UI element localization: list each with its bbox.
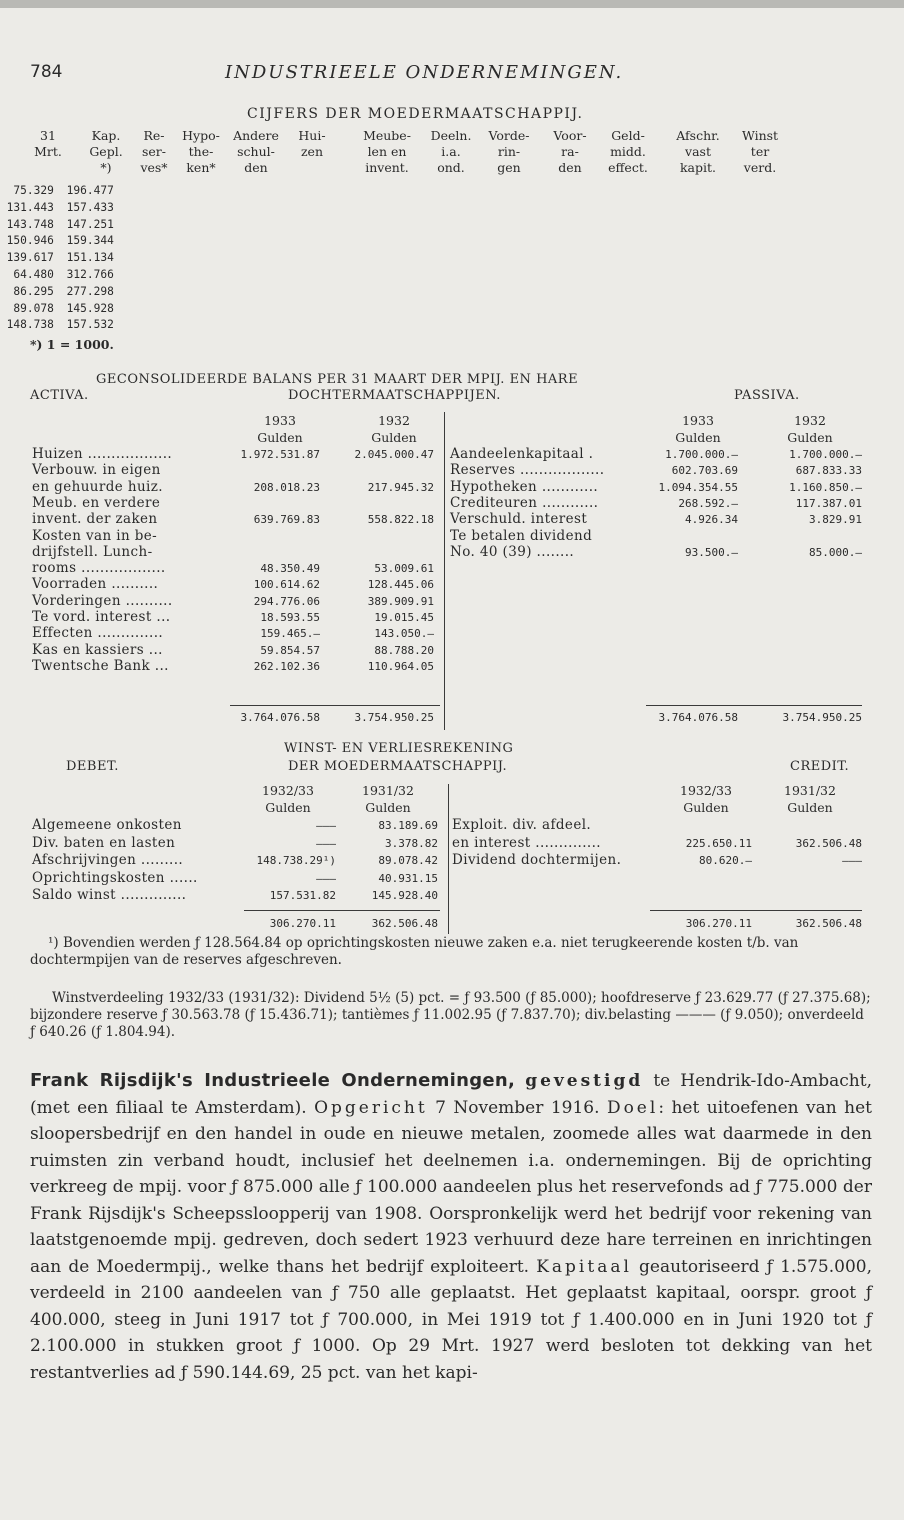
activa-label: drijfstell. Lunch- — [32, 543, 153, 560]
activa-label: rooms .................. — [32, 560, 166, 577]
passiva-total-1932: 3.754.950.25 — [782, 711, 862, 724]
passiva-value: 687.833.33 — [795, 464, 862, 478]
passiva-unit-1: Gulden — [675, 430, 721, 445]
debet-value: ——— — [316, 871, 336, 885]
passiva-value: 4.926.34 — [685, 513, 738, 527]
credit-label: CREDIT. — [790, 759, 850, 774]
cijfers-col-header: Meube- len en invent. — [363, 128, 411, 175]
debet-label: DEBET. — [66, 759, 119, 774]
activa-value: 48.350.49 — [260, 562, 320, 576]
winst-title: WINST- EN VERLIESREKENING — [284, 741, 514, 756]
table-row — [6, 251, 114, 268]
activa-label: en gehuurde huiz. — [32, 478, 163, 495]
table-cell: 86.295 — [13, 284, 54, 298]
activa-value: 59.854.57 — [260, 643, 320, 657]
opgericht-text: 7 November 1916. — [427, 1097, 607, 1118]
table-cell: 131.443 — [6, 200, 54, 214]
debet-value: 145.928.40 — [371, 889, 438, 902]
intro-text: te Hendrik-Ido-Ambacht, (met een filiaal te Amsterdam). — [30, 1071, 872, 1118]
activa-total-1933: 3.764.076.58 — [240, 711, 320, 724]
balans-subtitle: DOCHTERMAATSCHAPPIJEN. — [288, 388, 501, 403]
table-row — [13, 301, 114, 319]
firm-name: Frank Rijsdijk's Industrieele Ondernemingen, — [30, 1070, 516, 1091]
table-cell: 75.329 — [13, 184, 54, 197]
activa-value: 558.822.18 — [367, 513, 434, 527]
passiva-label: PASSIVA. — [734, 388, 800, 403]
cijfers-col-header: Deeln. i.a. ond. — [430, 128, 472, 175]
cijfers-note: *) 1 = 1000. — [30, 337, 114, 353]
activa-value: 53.009.61 — [374, 562, 434, 576]
debet-total-1: 306.270.11 — [269, 917, 336, 930]
debet-value: 157.531.82 — [269, 889, 336, 902]
debet-value: 3.378.82 — [385, 836, 438, 850]
doel-text: : het uitoefenen van het sloopersbedrijf en den handel in oude en nieuwe metalen, zoomede alles wat daarmede in den ruimsten zin verband houdt, inclusief het deelnemen i.a. ondernemingen. Bij de oprichting verkreeg de mpij. voor ƒ 875.000 alle ƒ 100.000 aandeelen plus het reservefonds ad ƒ 775.000 der Frank Rijsdijk's Scheepssloopperij van 1908. Oorspronkelijk werd het bedrijf voor rekening van laatstgenoemde mpij. gedreven, doch sedert 1923 verhuurd deze hare terreinen en inrichtingen aan de Moedermpij., welke thans het bedrijf exploiteert. — [30, 1097, 873, 1277]
cijfers-col-header: Kap. Gepl. *) — [89, 128, 123, 175]
debet-value: 148.738.29¹) — [256, 854, 336, 867]
activa-value: 110.964.05 — [367, 659, 434, 673]
company-description — [30, 1068, 872, 1386]
activa-value: 294.776.06 — [253, 594, 320, 608]
debet-total-rule — [244, 910, 440, 911]
credit-value: 80.620.— — [699, 854, 752, 867]
table-cell: 139.617 — [6, 251, 54, 265]
passiva-total-1933: 3.764.076.58 — [658, 711, 738, 724]
table-cell: 143.748 — [6, 217, 54, 231]
credit-unit-2: Gulden — [787, 800, 833, 815]
balans-title: GECONSOLIDEERDE BALANS PER 31 MAART DER MPIJ. EN HARE — [96, 372, 579, 387]
passiva-label: Reserves .................. — [450, 462, 605, 479]
activa-label: Meub. en verdere — [32, 494, 161, 511]
debet-value: 83.189.69 — [378, 819, 438, 832]
credit-label: Exploit. div. afdeel. — [452, 817, 592, 833]
activa-value: 88.788.20 — [374, 643, 434, 657]
cijfers-col-header: 31 Mrt. — [34, 128, 62, 159]
passiva-value: 1.700.000.— — [665, 448, 738, 461]
cijfers-col-header: Winst ter verd. — [741, 128, 779, 175]
activa-value: 389.909.91 — [367, 594, 434, 608]
cijfers-table — [6, 128, 779, 353]
activa-label: Twentsche Bank ... — [32, 657, 169, 674]
table-row — [13, 267, 114, 285]
activa-label: Te vord. interest ... — [32, 609, 171, 625]
debet-year-1: 1932/33 — [262, 783, 314, 798]
activa-value: 1.972.531.87 — [240, 448, 320, 461]
debet-label: Div. baten en lasten — [32, 834, 176, 851]
table-cell: 196.477 — [66, 184, 114, 197]
kapitaal-text: geautoriseerd ƒ 1.575.000, verdeeld in 2100 aandeelen van ƒ 750 alle geplaatst. Het geplaatst kapitaal, oorspr. groot ƒ 400.000, steeg in Juni 1917 tot ƒ 700.000, in Mei 1919 tot ƒ 1.400.000 en in Juni 1920 tot ƒ 2.100.000 in stukken groot ƒ 1000. Op 29 Mrt. 1927 werd besloten tot dekking van het restantverlies ad ƒ 590.144.69, 25 pct. van het kapi- — [30, 1256, 873, 1383]
activa-label: Verbouw. in eigen — [32, 462, 161, 479]
table-cell: 157.532 — [66, 318, 114, 332]
passiva-value: 117.387.01 — [795, 496, 862, 510]
activa-value: 217.945.32 — [367, 480, 434, 494]
passiva-label: No. 40 (39) ........ — [450, 543, 575, 560]
activa-total-1932: 3.754.950.25 — [354, 711, 434, 724]
activa-value: 208.018.23 — [253, 480, 320, 494]
credit-total-rule — [650, 910, 862, 911]
cijfers-col-header: Vorde- rin- gen — [488, 128, 530, 175]
cijfers-col-header: Hypo- the- ken* — [182, 128, 220, 175]
activa-value: 19.015.45 — [374, 611, 434, 624]
debet-value: ——— — [316, 836, 336, 850]
debet-label: Saldo winst .............. — [32, 887, 187, 903]
running-title: INDUSTRIEELE ONDERNEMINGEN. — [225, 62, 624, 83]
passiva-label: Crediteuren ............ — [450, 494, 599, 511]
credit-total-2: 362.506.48 — [795, 917, 862, 930]
passiva-value: 1.160.850.— — [789, 480, 862, 494]
passiva-year-1932: 1932 — [794, 413, 826, 428]
passiva-label: Aandeelenkapitaal . — [450, 446, 594, 462]
table-cell: 64.480 — [13, 267, 54, 281]
passiva-value: 1.094.354.55 — [658, 480, 738, 494]
activa-unit-2: Gulden — [371, 430, 417, 445]
activa-label: Vorderingen .......... — [32, 592, 173, 609]
credit-total-1: 306.270.11 — [685, 917, 752, 930]
debet-year-2: 1931/32 — [362, 783, 414, 798]
activa-value: 639.769.83 — [253, 513, 320, 527]
cijfers-col-header: Voor- ra- den — [553, 128, 587, 175]
activa-value: 2.045.000.47 — [354, 448, 434, 461]
table-cell: 89.078 — [13, 301, 54, 315]
passiva-label: Verschuld. interest — [450, 511, 588, 528]
debet-unit-1: Gulden — [265, 800, 311, 815]
passiva-value: 268.592.— — [678, 496, 738, 510]
passiva-year-1933: 1933 — [682, 413, 714, 428]
table-row — [13, 184, 114, 201]
credit-value: 225.650.11 — [685, 836, 752, 850]
credit-year-2: 1931/32 — [784, 783, 836, 798]
cijfers-col-header: Afschr. vast kapit. — [676, 128, 720, 175]
credit-label: Dividend dochtermijen. — [452, 852, 622, 868]
activa-unit-1: Gulden — [257, 430, 303, 445]
passiva-unit-2: Gulden — [787, 430, 833, 445]
activa-label: invent. der zaken — [32, 511, 158, 528]
passiva-label: Hypotheken ............ — [450, 478, 599, 495]
table-cell: 145.928 — [66, 301, 114, 315]
kapitaal-label: Kapitaal — [536, 1256, 632, 1277]
credit-label: en interest .............. — [452, 834, 601, 851]
credit-unit-1: Gulden — [683, 800, 729, 815]
activa-value: 143.050.— — [374, 627, 434, 641]
debet-unit-2: Gulden — [365, 800, 411, 815]
passiva-total-rule — [646, 705, 862, 706]
cijfers-body — [6, 184, 114, 335]
passiva-value: 1.700.000.— — [789, 448, 862, 461]
activa-year-1932: 1932 — [378, 413, 410, 428]
debet-total-2: 362.506.48 — [371, 917, 438, 930]
table-row — [6, 318, 114, 335]
cijfers-title: CIJFERS DER MOEDERMAATSCHAPPIJ. — [247, 106, 584, 122]
table-cell: 277.298 — [66, 284, 114, 298]
balans-divider — [444, 412, 445, 730]
debet-value: 89.078.42 — [378, 854, 438, 867]
debet-label: Afschrijvingen ......... — [32, 852, 184, 868]
footnote: ¹) Bovendien werden ƒ 128.564.84 op oprichtingskosten nieuwe zaken e.a. niet terugkeerende kosten t/b. van dochtermpijen van de reserves afgeschreven. — [30, 935, 799, 968]
table-cell: 312.766 — [66, 267, 114, 281]
winst-divider — [448, 784, 449, 934]
activa-year-1933: 1933 — [264, 413, 296, 428]
table-row — [6, 200, 114, 218]
credit-year-1: 1932/33 — [680, 783, 732, 798]
winstverdeeling: Winstverdeeling 1932/33 (1931/32): Dividend 5½ (5) pct. = ƒ 93.500 (ƒ 85.000); hoofdreserve ƒ 23.629.77 (ƒ 27.375.68); bijzondere reserve ƒ 30.563.78 (ƒ 15.436.71); tantièmes ƒ 11.002.95 (ƒ 7.837.70); div.belasting ——— (ƒ 9.050); onverdeeld ƒ 640.26 (ƒ 1.804.94). — [30, 990, 871, 1040]
passiva-value: 602.703.69 — [671, 464, 738, 478]
cijfers-header — [30, 128, 779, 184]
activa-value: 100.614.62 — [253, 578, 320, 592]
activa-value: 262.102.36 — [253, 659, 320, 673]
activa-label: ACTIVA. — [30, 388, 89, 403]
debet-value: ——— — [316, 819, 336, 832]
passiva-value: 3.829.91 — [809, 513, 862, 527]
cijfers-col-header: Hui- zen — [298, 128, 326, 159]
activa-total-rule — [230, 705, 440, 706]
table-row — [6, 217, 114, 235]
activa-label: Voorraden .......... — [32, 576, 159, 593]
table-row — [13, 284, 114, 302]
credit-value: 362.506.48 — [795, 836, 862, 850]
table-cell: 157.433 — [66, 200, 114, 214]
activa-label: Huizen .................. — [32, 446, 173, 462]
activa-label: Kas en kassiers ... — [32, 641, 163, 658]
cijfers-col-header: Re- ser- ves* — [140, 128, 168, 175]
debet-label: Algemeene onkosten — [32, 817, 182, 833]
credit-value: ——— — [842, 854, 862, 867]
top-border — [0, 0, 904, 8]
table-cell: 151.134 — [66, 251, 114, 265]
passiva-label: Te betalen dividend — [450, 527, 593, 544]
activa-label: Kosten van in be- — [32, 527, 158, 544]
winst-subtitle: DER MOEDERMAATSCHAPPIJ. — [288, 759, 508, 774]
cijfers-col-header: Geld- midd. effect. — [608, 128, 648, 175]
activa-label: Effecten .............. — [32, 625, 164, 642]
doel-label: Doel — [606, 1097, 659, 1118]
passiva-value: 93.500.— — [685, 545, 738, 559]
table-cell: 150.946 — [6, 234, 54, 248]
opgericht-label: Opgericht — [314, 1097, 428, 1118]
debet-value: 40.931.15 — [378, 871, 438, 885]
passiva-value: 85.000.— — [809, 545, 862, 559]
cijfers-col-header: Andere schul- den — [233, 128, 279, 175]
debet-label: Oprichtingskosten ...... — [32, 869, 198, 886]
gevestigd-label: gevestigd — [525, 1071, 644, 1091]
page-number: 784 — [30, 62, 63, 82]
activa-value: 128.445.06 — [367, 578, 434, 592]
table-cell: 147.251 — [66, 217, 114, 231]
running-header — [30, 58, 872, 88]
activa-value: 159.465.— — [260, 627, 320, 641]
table-row — [6, 234, 114, 251]
table-cell: 148.738 — [6, 318, 54, 332]
table-cell: 159.344 — [66, 234, 114, 248]
activa-value: 18.593.55 — [260, 611, 320, 624]
